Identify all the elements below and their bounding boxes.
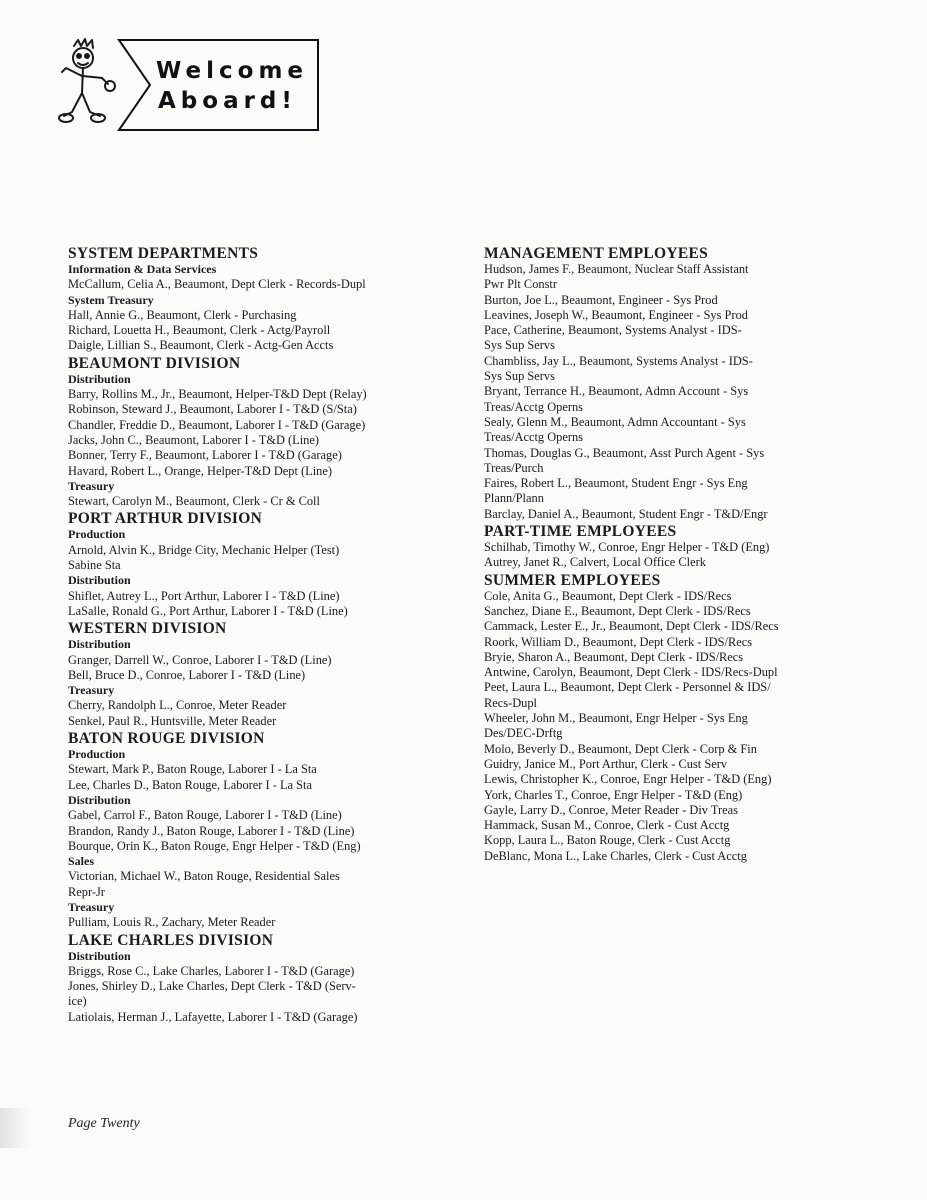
employee-entry: Cole, Anita G., Beaumont, Dept Clerk - IDS/Recs [484,588,732,603]
employee-entry: LaSalle, Ronald G., Port Arthur, Laborer I - T&D (Line) [68,603,348,618]
employee-entry: Latiolais, Herman J., Lafayette, Laborer I - T&D (Garage) [68,1009,358,1024]
employee-entry: Bryie, Sharon A., Beaumont, Dept Clerk - IDS/Recs [484,649,744,664]
right-column [484,244,884,864]
subsection-heading: Treasury [68,683,115,698]
employee-entry: Robinson, Steward J., Beaumont, Laborer I - T&D (S/Sta) [68,402,357,417]
section-heading: BEAUMONT DIVISION [68,354,241,372]
employee-entry: Sealy, Glenn M., Beaumont, Admn Accountant - Sys [484,414,746,429]
subsection-heading: Production [68,527,126,542]
section-heading: BATON ROUGE DIVISION [68,730,265,748]
employee-entry: DeBlanc, Mona L., Lake Charles, Clerk - Cust Acctg [484,848,747,863]
subsection-heading: Distribution [68,573,131,588]
section-heading: MANAGEMENT EMPLOYEES [484,245,709,262]
employee-entry: Des/DEC-Drftg [484,726,563,741]
employee-entry: Leavines, Joseph W., Beaumont, Engineer - Sys Prod [484,307,748,322]
employee-entry: Plann/Plann [484,491,544,506]
employee-entry: Richard, Louetta H., Beaumont, Clerk - Actg/Payroll [68,323,331,338]
welcome-title-line2: Aboard! [158,88,297,114]
employee-entry: Stewart, Carolyn M., Beaumont, Clerk - Cr & Coll [68,494,320,509]
employee-entry: Lee, Charles D., Baton Rouge, Laborer I - La Sta [68,777,312,792]
employee-entry: York, Charles T., Conroe, Engr Helper - T&D (Eng) [484,787,743,802]
employee-entry: Senkel, Paul R., Huntsville, Meter Reader [68,713,277,728]
employee-entry: Recs-Dupl [484,695,537,710]
section-heading: PORT ARTHUR DIVISION [68,510,263,528]
employee-entry: Repr-Jr [68,884,105,899]
subsection-heading: System Treasury [68,292,154,307]
employee-entry: Barclay, Daniel A., Beaumont, Student Engr - T&D/Engr [484,506,768,521]
employee-entry: Jones, Shirley D., Lake Charles, Dept Clerk - T&D (Serv- [68,979,356,994]
employee-entry: Bell, Bruce D., Conroe, Laborer I - T&D (Line) [68,667,306,682]
employee-entry: Burton, Joe L., Beaumont, Engineer - Sys Prod [484,292,718,307]
employee-entry: Kopp, Laura L., Baton Rouge, Clerk - Cust Acctg [484,833,731,848]
section-heading: SYSTEM DEPARTMENTS [68,245,259,262]
employee-entry: Hall, Annie G., Beaumont, Clerk - Purchasing [68,307,297,322]
employee-entry: Treas/Acctg Operns [484,399,583,414]
employee-entry: Cherry, Randolph L., Conroe, Meter Reader [68,698,287,713]
employee-entry: Roork, William D., Beaumont, Dept Clerk - IDS/Recs [484,634,753,649]
employee-entry: Treas/Acctg Operns [484,430,583,445]
employee-entry: Hammack, Susan M., Conroe, Clerk - Cust Acctg [484,818,730,833]
employee-entry: Bourque, Orin K., Baton Rouge, Engr Helper - T&D (Eng) [68,838,361,853]
employee-entry: Faires, Robert L., Beaumont, Student Engr - Sys Eng [484,476,748,491]
section-heading: PART-TIME EMPLOYEES [484,523,677,541]
employee-entry: Cammack, Lester E., Jr., Beaumont, Dept Clerk - IDS/Recs [484,619,779,634]
employee-entry: Hudson, James F., Beaumont, Nuclear Staff Assistant [484,262,749,276]
section-heading: LAKE CHARLES DIVISION [68,931,274,949]
employee-entry: Pulliam, Louis R., Zachary, Meter Reader [68,915,276,930]
employee-entry: Sys Sup Servs [484,369,555,384]
employee-entry: McCallum, Celia A., Beaumont, Dept Clerk - Records-Dupl [68,277,366,292]
employee-entry: Lewis, Christopher K., Conroe, Engr Helper - T&D (Eng) [484,772,772,787]
employee-entry: Havard, Robert L., Orange, Helper-T&D Dept (Line) [68,463,332,478]
employee-entry: Bryant, Terrance H., Beaumont, Admn Account - Sys [484,384,749,399]
employee-entry: Daigle, Lillian S., Beaumont, Clerk - Actg-Gen Accts [68,338,334,353]
employee-entry: Gayle, Larry D., Conroe, Meter Reader - Div Treas [484,802,738,817]
employee-entry: Brandon, Randy J., Baton Rouge, Laborer I - T&D (Line) [68,823,355,838]
employee-entry: Jacks, John C., Beaumont, Laborer I - T&D (Line) [68,432,319,447]
section-heading: WESTERN DIVISION [68,620,227,638]
employee-entry: Pace, Catherine, Beaumont, Systems Analyst - IDS- [484,323,742,338]
employee-entry: Victorian, Michael W., Baton Rouge, Residential Sales [68,869,340,884]
subsection-heading: Distribution [68,371,131,386]
employee-entry: Gabel, Carrol F., Baton Rouge, Laborer I - T&D (Line) [68,808,342,823]
employee-entry: Thomas, Douglas G., Beaumont, Asst Purch Agent - Sys [484,445,765,460]
employee-entry: Stewart, Mark P., Baton Rouge, Laborer I - La Sta [68,762,317,777]
employee-entry: Barry, Rollins M., Jr., Beaumont, Helper-T&D Dept (Relay) [68,387,367,402]
subsection-heading: Sales [68,854,95,869]
employee-entry: Arnold, Alvin K., Bridge City, Mechanic Helper (Test) [68,542,340,557]
employee-entry: Autrey, Janet R., Calvert, Local Office Clerk [484,555,706,570]
subsection-heading: Production [68,747,126,762]
employee-entry: Wheeler, John M., Beaumont, Engr Helper - Sys Eng [484,711,748,726]
subsection-heading: Distribution [68,637,131,652]
subsection-heading: Treasury [68,478,115,493]
page-edge-shade [0,1108,30,1148]
subsection-heading: Information & Data Services [68,262,217,276]
section-heading: SUMMER EMPLOYEES [484,571,661,589]
page-number: Page Twenty [68,1116,140,1131]
employee-entry: Sabine Sta [68,558,121,573]
employee-entry: Chandler, Freddie D., Beaumont, Laborer I - T&D (Garage) [68,417,366,432]
employee-entry: Chambliss, Jay L., Beaumont, Systems Analyst - IDS- [484,353,753,368]
employee-entry: Molo, Beverly D., Beaumont, Dept Clerk - Corp & Fin [484,741,757,756]
welcome-title-line1: Welcome [156,58,309,84]
employee-entry: Briggs, Rose C., Lake Charles, Laborer I - T&D (Garage) [68,963,355,978]
employee-entry: Pwr Plt Constr [484,277,557,292]
employee-entry: ice) [68,994,87,1009]
employee-entry: Sys Sup Servs [484,338,555,353]
employee-entry: Shiflet, Autrey L., Port Arthur, Laborer I - T&D (Line) [68,588,340,603]
subsection-heading: Distribution [68,948,131,963]
employee-entry: Treas/Purch [484,460,544,475]
employee-entry: Schilhab, Timothy W., Conroe, Engr Helper - T&D (Eng) [484,540,770,555]
employee-entry: Antwine, Carolyn, Beaumont, Dept Clerk - IDS/Recs-Dupl [484,665,778,680]
welcome-aboard-header [58,34,320,134]
left-column [68,244,463,1025]
employee-entry: Granger, Darrell W., Conroe, Laborer I - T&D (Line) [68,652,332,667]
employee-entry: Bonner, Terry F., Beaumont, Laborer I - T&D (Garage) [68,448,342,463]
subsection-heading: Treasury [68,899,115,914]
employee-entry: Sanchez, Diane E., Beaumont, Dept Clerk - IDS/Recs [484,603,751,618]
employee-entry: Guidry, Janice M., Port Arthur, Clerk - Cust Serv [484,756,728,771]
employee-entry: Peet, Laura L., Beaumont, Dept Clerk - Personnel & IDS/ [484,680,771,695]
subsection-heading: Distribution [68,792,131,807]
